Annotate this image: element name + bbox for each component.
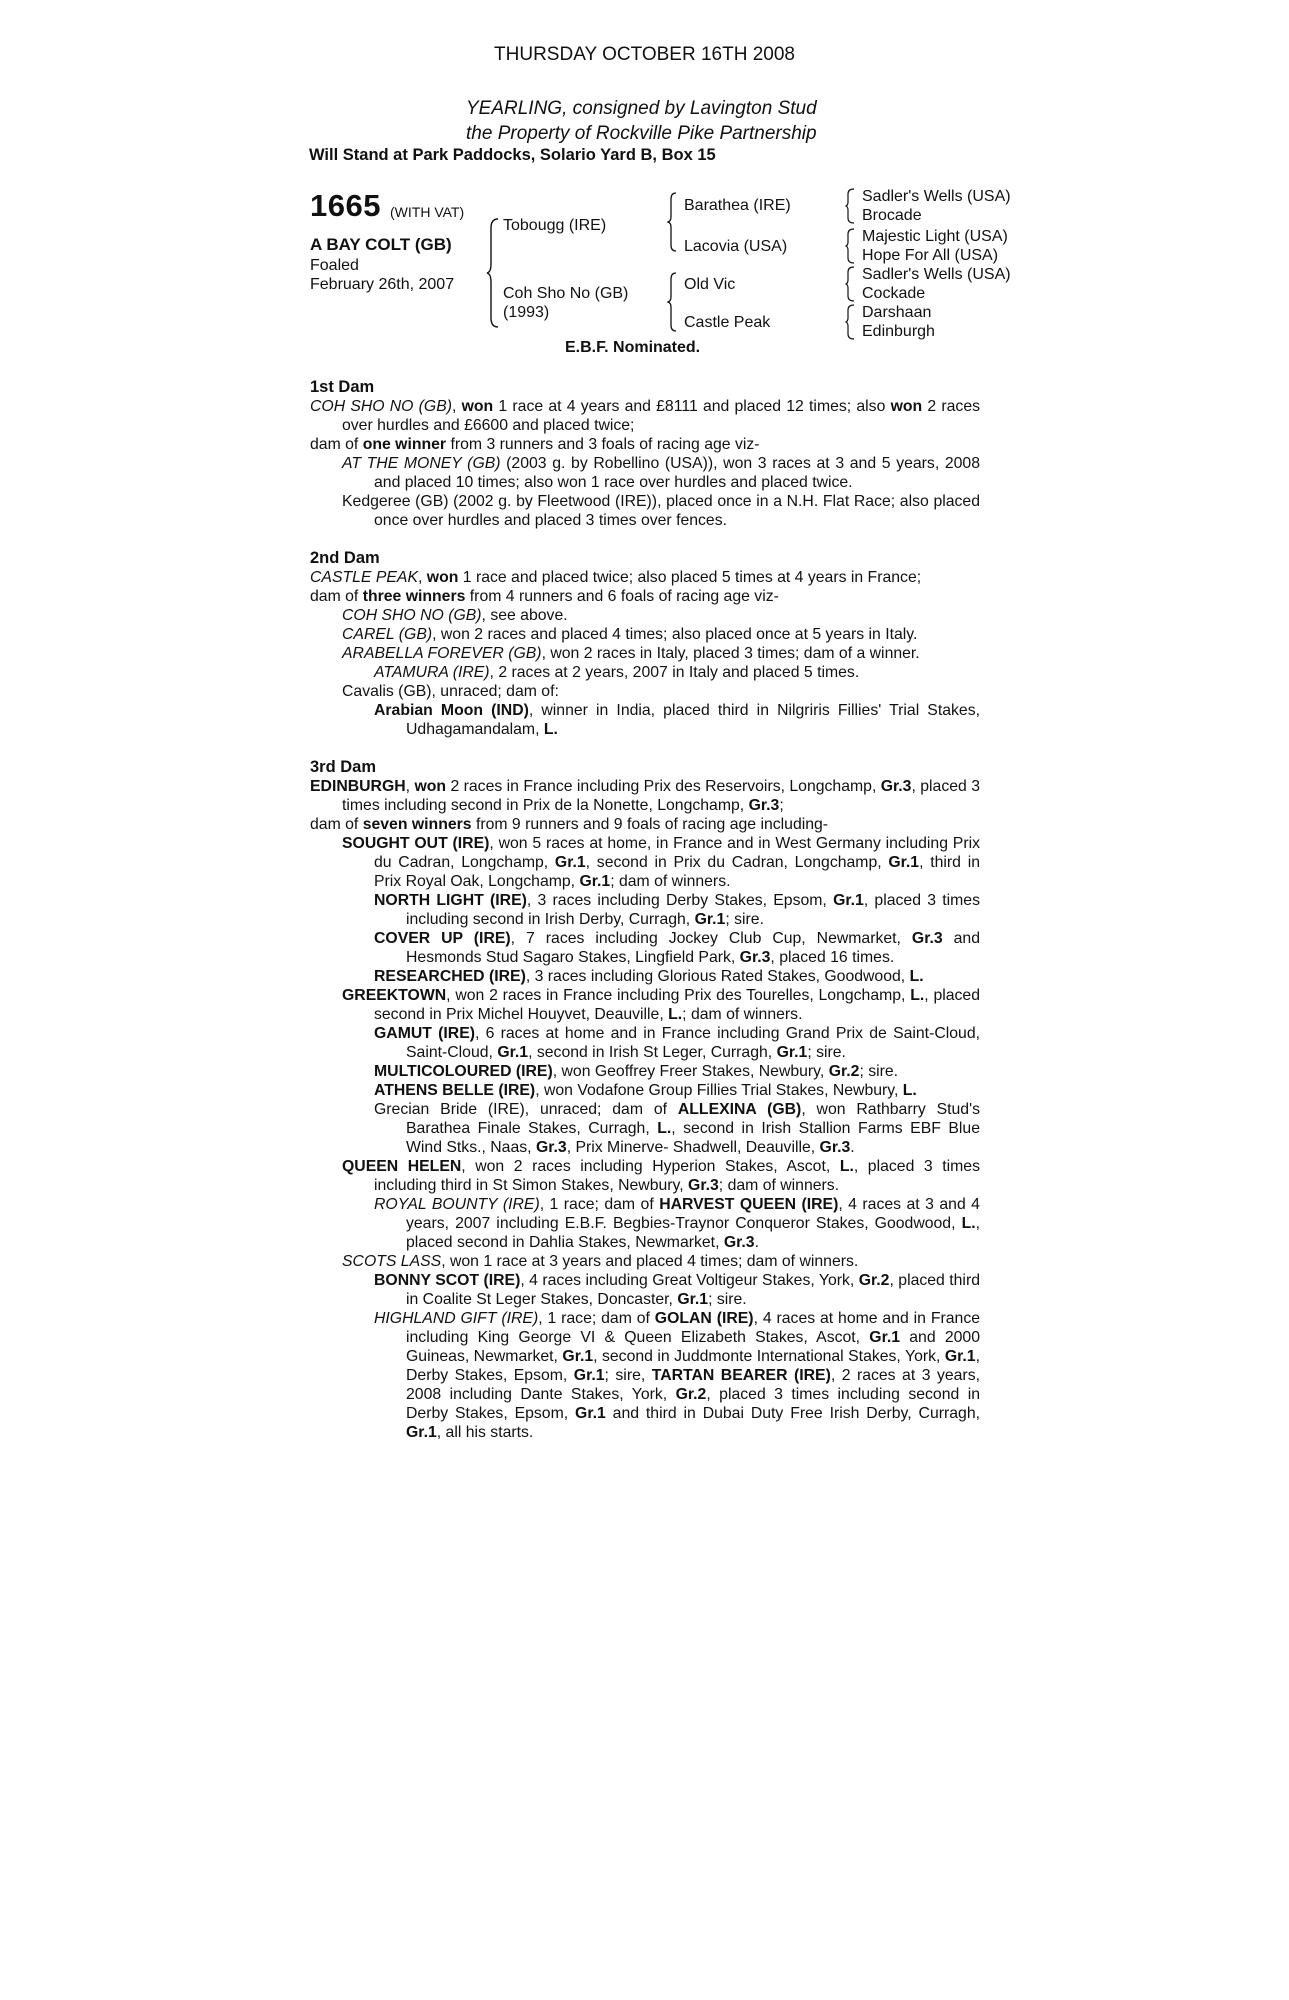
produce-entry: Kedgeree (GB) (2002 g. by Fleetwood (IRE)), placed once in a N.H. Flat Race; also placed once over hurdles and placed 3 times over fences. <box>342 493 980 529</box>
pedigree-brace <box>667 272 677 332</box>
produce-entry: ATHENS BELLE (IRE), won Vodafone Group Fillies Trial Stakes, Newbury, L. <box>374 1082 917 1099</box>
foaled-date: February 26th, 2007 <box>310 276 455 293</box>
pedigree-gen3-7: Darshaan <box>862 304 932 321</box>
produce-entry: BONNY SCOT (IRE), 4 races including Great Voltigeur Stakes, York, Gr.2, placed third in Coalite St Leger Stakes, Doncaster, Gr.1; sire. <box>374 1272 980 1308</box>
produce-entry: Arabian Moon (IND), winner in India, placed third in Nilgriris Fillies' Trial Stakes, Udhagamandalam, L. <box>374 702 980 738</box>
pedigree-gen3-8: Edinburgh <box>862 323 935 340</box>
pedigree-sire: Tobougg (IRE) <box>503 217 607 234</box>
stand-location: Will Stand at Park Paddocks, Solario Yard B, Box 15 <box>309 146 716 164</box>
dam-produce-summary: dam of seven winners from 9 runners and 9 foals of racing age including- <box>310 816 829 833</box>
produce-entry: MULTICOLOURED (IRE), won Geoffrey Freer Stakes, Newbury, Gr.2; sire. <box>374 1063 899 1080</box>
property-line: the Property of Rockville Pike Partnership <box>466 123 817 144</box>
produce-entry: ARABELLA FOREVER (GB), won 2 races in Italy, placed 3 times; dam of a winner. <box>342 645 920 662</box>
produce-entry: NORTH LIGHT (IRE), 3 races including Derby Stakes, Epsom, Gr.1, placed 3 times including second in Irish Derby, Curragh, Gr.1; sire. <box>374 892 980 928</box>
produce-entry: Cavalis (GB), unraced; dam of: <box>342 683 559 700</box>
dam-entry: CASTLE PEAK, won 1 race and placed twice; also placed 5 times at 4 years in France; <box>310 569 922 586</box>
produce-entry: COH SHO NO (GB), see above. <box>342 607 568 624</box>
catalogue-body <box>310 378 980 1442</box>
produce-entry: SOUGHT OUT (IRE), won 5 races at home, in France and in West Germany including Prix du Cadran, Longchamp, Gr.1, second in Prix du Cadran, Longchamp, Gr.1, third in Prix Royal Oak, Longchamp, Gr.1; dam of winners. <box>342 835 980 890</box>
pedigree-brace <box>845 188 855 224</box>
pedigree-brace <box>486 218 500 328</box>
lot-description: A BAY COLT (GB) <box>310 235 452 254</box>
produce-entry: Grecian Bride (IRE), unraced; dam of ALLEXINA (GB), won Rathbarry Stud's Barathea Finale Stakes, Curragh, L., second in Irish Stallion Farms EBF Blue Wind Stks., Naas, Gr.3, Prix Minerve- Shadwell, Deauville, Gr.3. <box>374 1101 981 1156</box>
lot-number: 1665 <box>310 188 381 223</box>
pedigree-sire-sire: Barathea (IRE) <box>684 197 791 214</box>
dam-entry: COH SHO NO (GB), won 1 race at 4 years and £8111 and placed 12 times; also won 2 races over hurdles and £6600 and placed twice; <box>310 398 981 434</box>
pedigree-dam-year: (1993) <box>503 304 550 321</box>
pedigree-sire-dam: Lacovia (USA) <box>684 238 788 255</box>
produce-entry: ATAMURA (IRE), 2 races at 2 years, 2007 in Italy and placed 5 times. <box>374 664 860 681</box>
pedigree-gen3-4: Hope For All (USA) <box>862 247 999 264</box>
produce-entry: GREEKTOWN, won 2 races in France including Prix des Tourelles, Longchamp, L., placed second in Prix Michel Houyvet, Deauville, L.; dam of winners. <box>342 987 980 1023</box>
pedigree-dam-dam: Castle Peak <box>684 314 771 331</box>
ebf-nominated: E.B.F. Nominated. <box>565 339 701 356</box>
pedigree-brace <box>845 228 855 264</box>
produce-entry: CAREL (GB), won 2 races and placed 4 times; also placed once at 5 years in Italy. <box>342 626 918 643</box>
section-heading: 1st Dam <box>310 378 375 396</box>
produce-entry: COVER UP (IRE), 7 races including Jockey Club Cup, Newmarket, Gr.3 and Hesmonds Stud Sagaro Stakes, Lingfield Park, Gr.3, placed 16 times. <box>374 930 981 966</box>
section-heading: 2nd Dam <box>310 549 380 567</box>
produce-entry: HIGHLAND GIFT (IRE), 1 race; dam of GOLAN (IRE), 4 races at home and in France including King George VI & Queen Elizabeth Stakes, Ascot, Gr.1 and 2000 Guineas, Newmarket, Gr.1, second in Juddmonte International Stakes, York, Gr.1, Derby Stakes, Epsom, Gr.1; sire, TARTAN BEARER (IRE), 2 races at 3 years, 2008 including Dante Stakes, York, Gr.2, placed 3 times including second in Derby Stakes, Epsom, Gr.1 and third in Dubai Duty Free Irish Derby, Curragh, Gr.1, all his starts. <box>374 1310 980 1441</box>
pedigree-gen3-3: Majestic Light (USA) <box>862 228 1008 245</box>
produce-entry: RESEARCHED (IRE), 3 races including Glorious Rated Stakes, Goodwood, L. <box>374 968 924 985</box>
consignment-line: YEARLING, consigned by Lavington Stud <box>466 98 817 119</box>
produce-entry: AT THE MONEY (GB) (2003 g. by Robellino (USA)), won 3 races at 3 and 5 years, 2008 and placed 10 times; also won 1 race over hurdles and placed twice. <box>342 455 980 491</box>
dam-produce-summary: dam of three winners from 4 runners and 6 foals of racing age viz- <box>310 588 779 605</box>
foaled-label: Foaled <box>310 257 359 274</box>
pedigree-gen3-1: Sadler's Wells (USA) <box>862 188 1011 205</box>
produce-entry: QUEEN HELEN, won 2 races including Hyperion Stakes, Ascot, L., placed 3 times including third in St Simon Stakes, Newbury, Gr.3; dam of winners. <box>342 1158 980 1194</box>
pedigree-brace <box>845 304 855 340</box>
pedigree-brace <box>845 266 855 302</box>
pedigree-gen3-5: Sadler's Wells (USA) <box>862 266 1011 283</box>
produce-entry: GAMUT (IRE), 6 races at home and in France including Grand Prix de Saint-Cloud, Saint-Cloud, Gr.1, second in Irish St Leger, Curragh, Gr.1; sire. <box>374 1025 980 1061</box>
dam-produce-summary: dam of one winner from 3 runners and 3 foals of racing age viz- <box>310 436 760 453</box>
produce-entry: ROYAL BOUNTY (IRE), 1 race; dam of HARVEST QUEEN (IRE), 4 races at 3 and 4 years, 2007 including E.B.F. Begbies-Traynor Conqueror Stakes, Goodwood, L., placed second in Dahlia Stakes, Newmarket, Gr.3. <box>374 1196 980 1251</box>
vat-note: (WITH VAT) <box>390 204 465 220</box>
pedigree-dam: Coh Sho No (GB) <box>503 285 629 302</box>
dam-entry: EDINBURGH, won 2 races in France including Prix des Reservoirs, Longchamp, Gr.3, placed 3 times including second in Prix de la Nonette, Longchamp, Gr.3; <box>310 778 980 814</box>
pedigree-brace <box>667 192 677 252</box>
pedigree-gen3-6: Cockade <box>862 285 926 302</box>
sale-date-header: THURSDAY OCTOBER 16TH 2008 <box>494 44 795 65</box>
pedigree-gen3-2: Brocade <box>862 207 922 224</box>
pedigree-dam-sire: Old Vic <box>684 276 736 293</box>
section-heading: 3rd Dam <box>310 758 377 776</box>
produce-entry: SCOTS LASS, won 1 race at 3 years and placed 4 times; dam of winners. <box>342 1253 859 1270</box>
